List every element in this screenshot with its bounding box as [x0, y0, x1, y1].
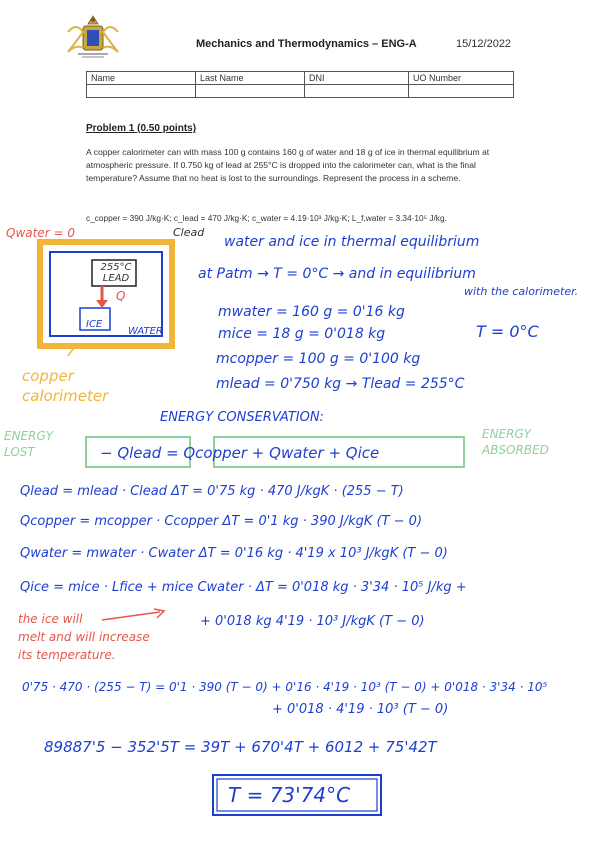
document-title: Mechanics and Thermodynamics – ENG-A	[196, 38, 417, 50]
last-name-column-header: Last Name	[196, 72, 305, 85]
diagram-ice-label: ICE	[86, 319, 103, 330]
ice-note-line-2: melt and will increase	[18, 630, 150, 644]
energy-absorbed-label: ENERGY ABSORBED	[482, 427, 549, 457]
ice-note-line-1: the ice will	[18, 612, 83, 626]
energy-conservation-heading: ENERGY CONSERVATION:	[160, 410, 324, 425]
ice-note-line-3: its temperature.	[18, 648, 116, 662]
heat-arrow-head	[96, 300, 108, 308]
mass-ice: mice = 18 g = 0'018 kg	[218, 326, 386, 342]
final-equilibrium-temp: T = 0°C	[476, 322, 539, 341]
name-column-header: Name	[87, 72, 196, 85]
substitution-line-2: + 0'018 · 4'19 · 10³ (T − 0)	[272, 702, 449, 717]
document-date: 15/12/2022	[456, 38, 512, 50]
equation-q-ice-1: Qice = mice · Lfice + mice Cwater · ΔT = 0'018 kg · 3'34 · 10⁵ J/kg +	[20, 580, 467, 595]
uo-number-cell[interactable]	[409, 85, 514, 98]
mass-copper: mcopper = 100 g = 0'100 kg	[216, 351, 421, 367]
substitution-line-1: 0'75 · 470 · (255 − T) = 0'1 · 390 (T − 0) + 0'16 · 4'19 · 10³ (T − 0) + 0'018 · 3'34 · 10⁵	[22, 680, 548, 694]
equation-q-water: Qwater = mwater · Cwater ΔT = 0'16 kg · 4'19 x 10³ J/kgK (T − 0)	[20, 546, 448, 561]
equilibrium-line-2: at Patm → T = 0°C → and in equilibrium	[198, 266, 476, 282]
equation-q-lead: Qlead = mlead · Clead ΔT = 0'75 kg · 470 J/kgK · (255 − T)	[20, 484, 404, 499]
equation-q-copper: Qcopper = mcopper · Ccopper ΔT = 0'1 kg · 390 J/kgK (T − 0)	[20, 514, 423, 529]
calorimeter-scheme	[34, 236, 184, 356]
student-info-table	[86, 71, 514, 98]
copper-calorimeter-label: copper calorimeter	[22, 367, 109, 405]
equilibrium-line-2b: with the calorimeter.	[464, 285, 579, 298]
mass-lead: mlead = 0'750 kg → Tlead = 255°C	[216, 376, 465, 392]
diagram-water-label: WATER	[128, 326, 163, 337]
dni-column-header: DNI	[305, 72, 409, 85]
equilibrium-line-1: water and ice in thermal equilibrium	[224, 234, 480, 250]
table-blank-row	[87, 85, 514, 98]
diagram-q-label: Q	[116, 289, 126, 303]
diagram-lead-label: 255°C LEAD	[100, 262, 132, 284]
mass-water: mwater = 160 g = 0'16 kg	[218, 304, 405, 320]
name-cell[interactable]	[87, 85, 196, 98]
uo-number-column-header: UO Number	[409, 72, 514, 85]
q-water-zero-note: Qwater = 0	[6, 226, 75, 240]
ice-note-arrow	[100, 608, 170, 624]
energy-balance-equation: − Qlead = Qcopper + Qwater + Qice	[100, 444, 380, 462]
problem-title-prefix: Problem 1	[86, 123, 135, 134]
last-name-cell[interactable]	[196, 85, 305, 98]
simplified-equation: 89887'5 − 352'5T = 39T + 670'4T + 6012 + 75'42T	[44, 738, 437, 756]
dni-cell[interactable]	[305, 85, 409, 98]
problem-statement: A copper calorimeter can with mass 100 g contains 160 g of water and 18 g of ice in thermal equilibrium at atmospheric pressure. If 0.750 kg of lead at 255°C is dropped into the calorimeter can, what is the final temperature? Assume that no heat is lost to the surroundings. Represent the process in a scheme.	[86, 147, 490, 183]
problem-title	[86, 123, 196, 134]
c-lead-note: Clead	[173, 226, 205, 239]
table-header-row	[87, 72, 514, 85]
problem-points: (0.50 points)	[137, 123, 197, 134]
university-crest-logo	[62, 12, 124, 60]
final-result: T = 73'74°C	[228, 783, 351, 807]
energy-lost-label: ENERGY LOST	[4, 429, 54, 459]
equation-q-ice-2: + 0'018 kg 4'19 · 10³ J/kgK (T − 0)	[200, 614, 425, 629]
problem-constants: c_copper = 390 J/kg·K; c_lead = 470 J/kg·K; c_water = 4.19·10³ J/kg·K; L_f,water = 3.34·10⁵ J/kg.	[86, 213, 447, 223]
